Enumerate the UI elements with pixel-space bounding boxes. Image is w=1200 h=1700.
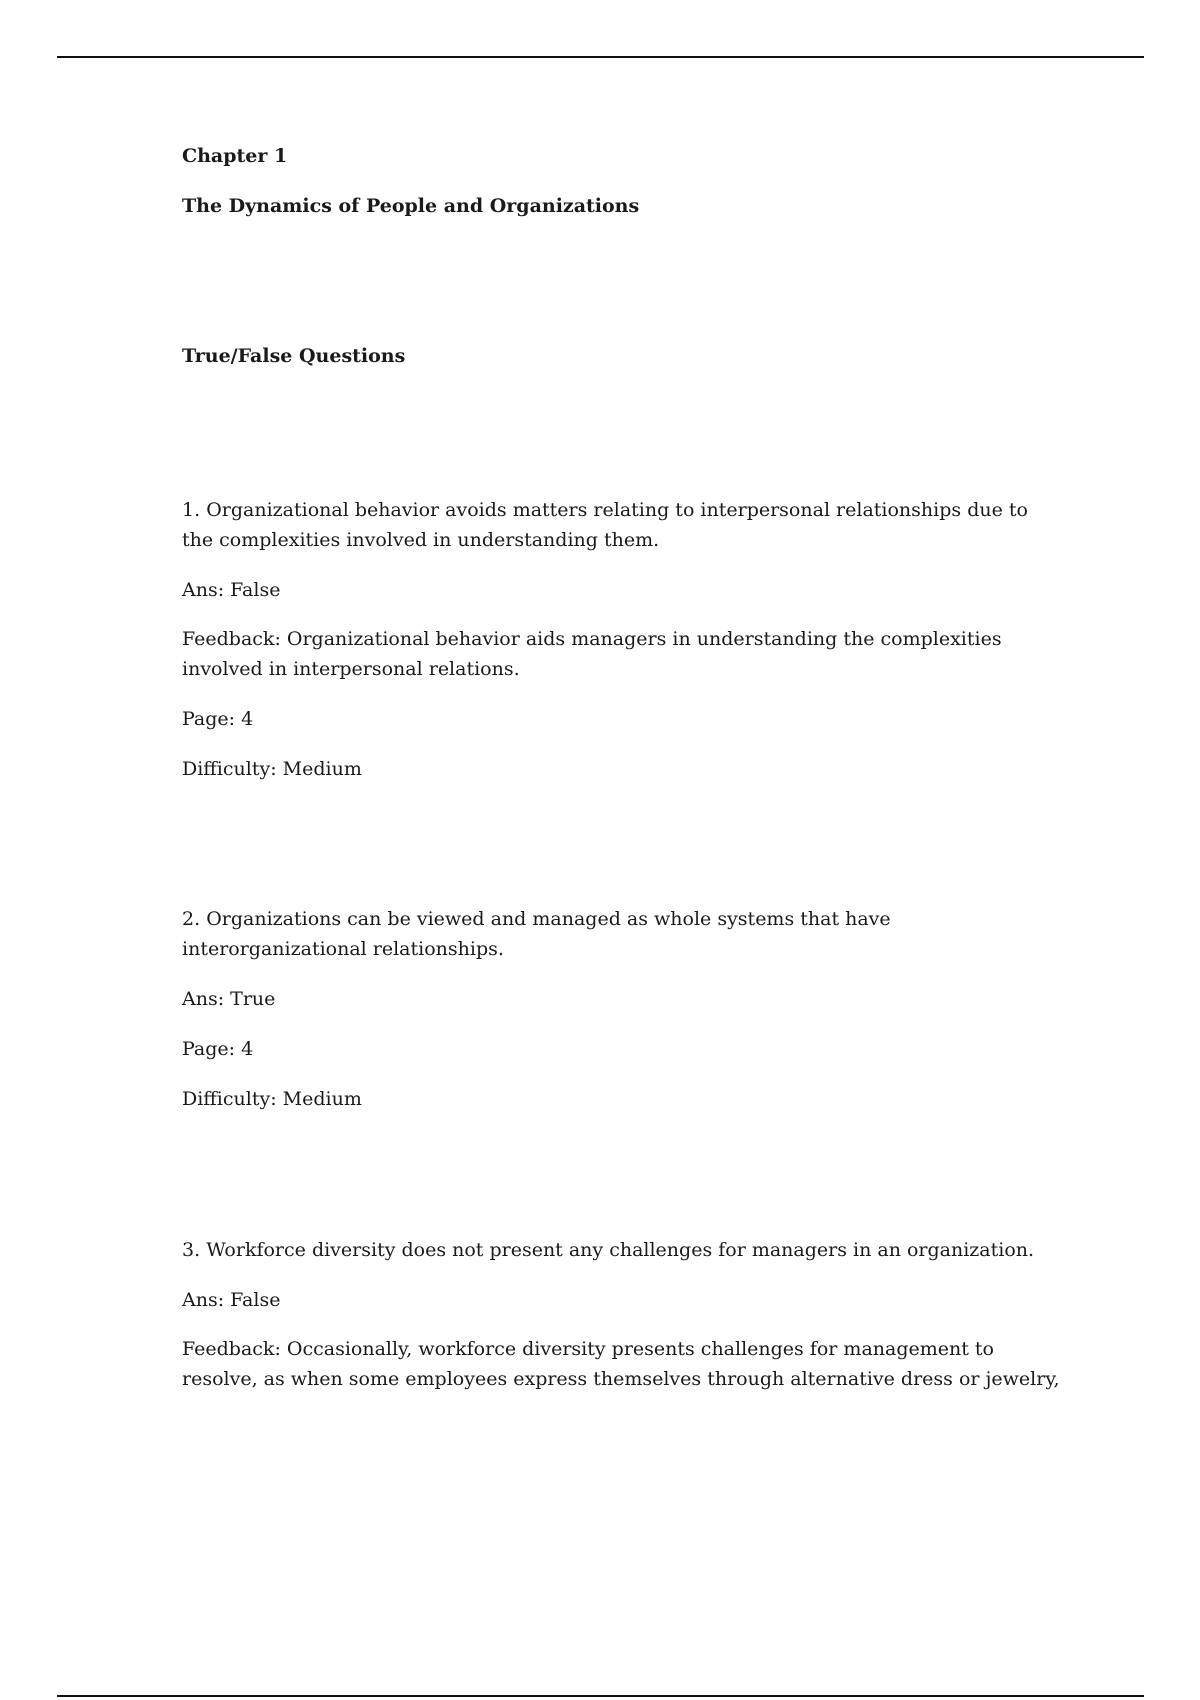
chapter-label: Chapter 1 <box>182 145 288 167</box>
question-number: 2. <box>182 908 201 930</box>
section-heading: True/False Questions <box>182 345 406 367</box>
answer-3: Ans: False <box>182 1289 281 1311</box>
question-2 <box>182 904 1062 964</box>
question-3 <box>182 1235 1062 1265</box>
question-number: 1. <box>182 499 201 521</box>
question-text: Organizational behavior avoids matters relating to interpersonal relationships due to the complexities involved in understanding them. <box>182 499 1028 551</box>
difficulty-2: Difficulty: Medium <box>182 1088 362 1110</box>
question-1 <box>182 495 1062 555</box>
difficulty-1: Difficulty: Medium <box>182 758 362 780</box>
top-rule <box>57 56 1144 58</box>
question-text: Workforce diversity does not present any challenges for managers in an organization. <box>206 1239 1035 1261</box>
page-2: Page: 4 <box>182 1038 254 1060</box>
feedback-1: Feedback: Organizational behavior aids managers in understanding the complexities involved in interpersonal relations. <box>182 628 1002 680</box>
chapter-title: The Dynamics of People and Organizations <box>182 195 640 217</box>
feedback-3: Feedback: Occasionally, workforce diversity presents challenges for management to resolve, as when some employees express themselves through alternative dress or jewelry, <box>182 1338 1060 1390</box>
bottom-rule <box>57 1695 1144 1697</box>
answer-2: Ans: True <box>182 988 276 1010</box>
question-number: 3. <box>182 1239 201 1261</box>
question-text: Organizations can be viewed and managed as whole systems that have interorganizational relationships. <box>182 908 891 960</box>
answer-1: Ans: False <box>182 579 281 601</box>
page-1: Page: 4 <box>182 708 254 730</box>
